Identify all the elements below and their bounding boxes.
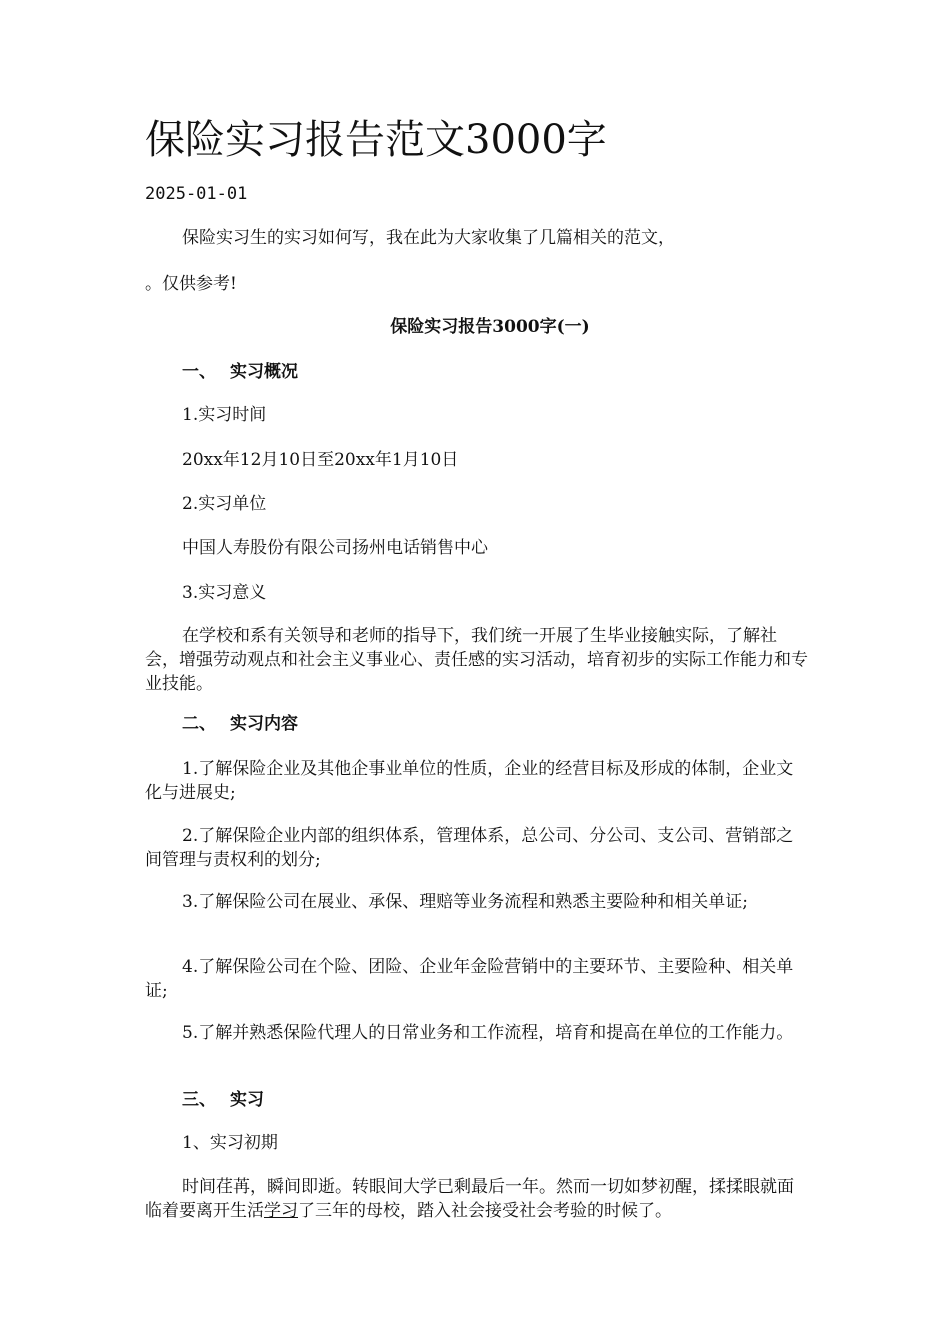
heading-3: [182, 1088, 847, 1112]
item-1-value: 20xx年12月10日至20xx年1月10日: [182, 450, 459, 470]
item-2-label: 2.实习单位: [182, 494, 267, 514]
heading-1-number: 一、: [182, 362, 216, 382]
heading-2: [182, 712, 847, 736]
content-item-5: 5.了解并熟悉保险代理人的日常业务和工作流程，培育和提高在单位的工作能力。: [182, 1023, 794, 1043]
heading-2-number: 二、: [182, 714, 216, 734]
item-3-paragraph: 在学校和系有关领导和老师的指导下，我们统一开展了生毕业接触实际，了解社会，增强劳动观点和社会主义事业心、责任感的实习活动，培育初步的实际工作能力和专业技能。: [145, 626, 808, 694]
heading-1-text: 实习概况: [230, 362, 298, 382]
heading-1: [182, 360, 847, 384]
heading-3-number: 三、: [182, 1090, 216, 1110]
last-paragraph-part-2: 了三年的母校，踏入社会接受社会考验的时候了。: [298, 1201, 672, 1221]
study-link[interactable]: 学习: [264, 1201, 298, 1221]
content-item-1: 1.了解保险企业及其他企事业单位的性质，企业的经营目标及形成的体制，企业文化与进展史;: [145, 759, 794, 803]
sub-heading-1: 1、实习初期: [182, 1133, 278, 1153]
publish-date: 2025-01-01: [145, 184, 248, 204]
last-paragraph: [145, 1175, 810, 1223]
last-paragraph-part-1: 时间荏苒，瞬间即逝。转眼间大学已剩最后一年。然而一切如梦初醒，揉揉眼就面临着要离开生活: [145, 1177, 794, 1221]
content-item-3: 3.了解保险公司在展业、承保、理赔等业务流程和熟悉主要险种和相关单证;: [182, 892, 748, 912]
item-1-label: 1.实习时间: [182, 405, 267, 425]
item-2-value: 中国人寿股份有限公司扬州电话销售中心: [182, 538, 488, 558]
heading-3-text: 实习: [230, 1090, 264, 1110]
item-3-label: 3.实习意义: [182, 583, 267, 603]
heading-2-text: 实习内容: [230, 714, 298, 734]
content-item-4: 4.了解保险公司在个险、团险、企业年金险营销中的主要环节、主要险种、相关单证;: [145, 957, 794, 1001]
section-title: 保险实习报告3000字(一): [390, 317, 590, 337]
intro-line-2: 。仅供参考!: [145, 274, 237, 294]
intro-line-1: 保险实习生的实习如何写，我在此为大家收集了几篇相关的范文，: [182, 228, 675, 248]
document-title: 保险实习报告范文3000字: [145, 117, 607, 163]
content-item-2: 2.了解保险企业内部的组织体系，管理体系，总公司、分公司、支公司、营销部之间管理与责权利的划分;: [145, 826, 794, 870]
